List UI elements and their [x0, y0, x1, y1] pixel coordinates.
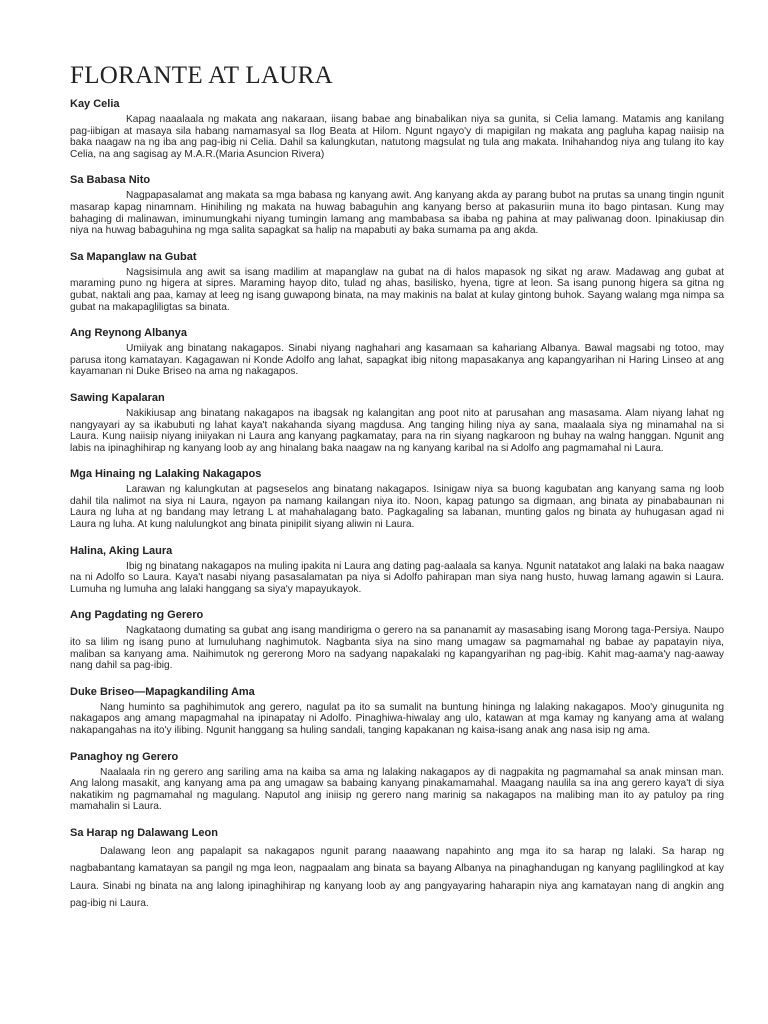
section-heading: Duke Briseo—Mapagkandiling Ama [70, 685, 255, 698]
section-paragraph: Dalawang leon ang papalapit sa nakagapos ngunit parang naaawang napahinto ang mga ito sa harap ng lalaki. Sa harap ng nagbabantang kamatayan sa pangil ng mga leon, nagpaalam ang binata sa bayang Albanya na pinaghandugan ng kanyang paglilingkod at kay Laura. Sinabi ng binata na ang lalong ipinaghihirap ng kanyang loob ay ang pangyayaring haharapin niya ang kamatayan nang di angkin ang pag-ibig ni Laura. [70, 845, 724, 910]
document-title: FLORANTE AT LAURA [70, 62, 333, 89]
section-mga-hinaing [70, 468, 724, 530]
section-sawing-kapalaran [70, 392, 724, 454]
section-paragraph: Nagpapasalamat ang makata sa mga babasa ng kanyang awit. Ang kanyang akda ay parang bubot na prutas sa unang tingin ngunit masarap kapag ninamnam. Hinihiling ng makata na huwag babaguhin ang kanyang berso at pakasuriin muna ito bago pintasan. Kung may bahaging di malinawan, iminumungkahi niyang tumingin lamang ang mambabasa sa ibaba ng pahina at may paliwanag doon. Ipinakiusap din niya na huwag babaguhina ng mga salita sapagkat sa halip na mapabuti ay baka sumama pa ang akda. [70, 190, 724, 237]
document-page [70, 62, 724, 913]
section-kay-celia [70, 98, 724, 160]
section-sa-babasa-nito [70, 174, 724, 236]
section-paragraph: Umiiyak ang binatang nakagapos. Sinabi niyang naghahari ang kasamaan sa kahariang Albanya. Bawal magsabi ng totoo, may parusa itong kamatayan. Kagagawan ni Konde Adolfo ang lahat, sapagkat ibig nitong mapasakanya ang kapangyarihan ni Haring Linseo at ang kayamanan ni Duke Briseo na ama ng nakagapos. [70, 343, 724, 378]
section-paragraph: Ibig ng binatang nakagapos na muling ipakita ni Laura ang dating pag-aalaala sa kanya. Ngunit natatakot ang lalaki na baka naagaw na ni Adolfo so Laura. Kaya't nasabi niyang pasasalamatan pa niya si Adolfo pahirapan man siya nang husto, huwag lamang agawin si Laura. Lumuha ng lumuha ang lalaki hanggang sa siya'y mapayukayok. [70, 560, 724, 595]
section-paragraph: Nagsisimula ang awit sa isang madilim at mapanglaw na gubat na di halos mapasok ng sikat ng araw. Madawag ang gubat at maraming puno ng higera at sipres. Maraming hayop dito, tulad ng ahas, basilisko, hyena, tigre at leon. Sa isang punong higera sa gitna ng gubat, naktali ang paa, kamay at leeg ng isang guwapong binata, na may makinis na balat at kulay gintong buhok. Sayang walang mga nimpa sa gubat na makapagliligtas sa binata. [70, 266, 724, 313]
section-paragraph: Nang huminto sa paghihimutok ang gerero, nagulat pa ito sa sumalit na buntung hininga ng lalaking nakagapos. Moo'y ginugunita ng nakagapos ang amang mapagmahal na ipinapatay ni Adolfo. Pinaghiwa-hiwalay ang ulo, katawan at mga kamay ng kanyang ama at walang nakapangahas na ito'y ilibing. Ngunit hanggang sa huling sandali, tanging kapakanan ng kaisa-isang anak ang nasa isip ng ama. [70, 701, 724, 736]
section-paragraph: Nakikiusap ang binatang nakagapos na ibagsak ng kalangitan ang poot nito at parusahan ang masasama. Alam niyang lahat ng nangyayari ay sa ikabubuti ng lahat kaya't nakahanda siyang magdusa. Ang tanging hiling niya ay sana, maalaala siya ng minamahal na si Laura. Kung naiisip niyang iniiyakan ni Laura ang kanyang pagkamatay, para na rin siyang nagkaroon ng buhay na walng hanggan. Ngunit ang labis na ipinaghihirap ng kanyang loob ay ang hinalang baka naagaw na ng kanyang karibal na si Adolfo ang pagmamahal ni Laura. [70, 407, 724, 454]
section-ang-pagdating-ng-gerero [70, 609, 724, 671]
section-sa-harap-ng-dalawang-leon [70, 827, 724, 913]
section-panaghoy-ng-gerero [70, 751, 724, 813]
section-heading: Sa Mapanglaw na Gubat [70, 250, 197, 263]
section-heading: Ang Reynong Albanya [70, 327, 187, 340]
section-heading: Sa Babasa Nito [70, 174, 151, 187]
section-heading: Panaghoy ng Gerero [70, 750, 179, 763]
section-duke-briseo [70, 686, 724, 737]
section-paragraph: Naalaala rin ng gerero ang sariling ama na kaiba sa ama ng lalaking nakagapos ay di nagpakita ng pagmamahal sa anak minsan man. Ang lalong masakit, ang kanyang ama pa ang umagaw sa babaing kanyang pinakamamahal. Maagang naulila sa ina ang gerero kaya't di siya nakatikim ng pagmamahal ng magulang. Naputol ang iniisip ng gerero nang marinig sa nakagapos na malibing man ito ay patuloy pa ring mamahalin si Laura. [70, 766, 724, 813]
section-heading: Halina, Aking Laura [70, 544, 173, 557]
section-paragraph: Kapag naaalaala ng makata ang nakaraan, iisang babae ang binabalikan niya sa gunita, si Celia lamang. Matamis ang kanilang pag-iibigan at masaya sila habang namamasyal sa Ilog Beata at Hilom. Ngunt ngayo'y di mapigilan ng makata ang pagluha kapag naiisip na baka naagaw na ng iba ang pag-ibig ni Celia. Dahil sa kalungkutan, natutong magsulat ng tula ang makata. Inihahandog niya ang tulang ito kay Celia, na ang sagisag ay M.A.R.(Maria Asuncion Rivera) [70, 114, 724, 160]
section-paragraph: Nagkataong dumating sa gubat ang isang mandirigma o gerero na sa pananamit ay masasabing isang Morong taga-Persiya. Naupo ito sa lilim ng isang puno at lumuluhang naghimutok. Nagbanta siya na sino mang umagaw sa pagmamahal ng babae ay papatayin niya, maliban sa kanyang ama. Naihimutok ng gererong Moro na sadyang napakalaki ng kapangyarihan ng pag-ibig. Kahit mag-aama'y nag-aaway nang dahil sa pag-ibig. [70, 625, 724, 672]
section-heading: Mga Hinaing ng Lalaking Nakagapos [70, 468, 262, 481]
section-halina-aking-laura [70, 545, 724, 596]
section-heading: Kay Celia [70, 98, 120, 110]
section-ang-reynong-albanya [70, 327, 724, 378]
section-sa-mapanglaw-na-gubat [70, 251, 724, 313]
section-heading: Ang Pagdating ng Gerero [70, 609, 204, 622]
section-heading: Sa Harap ng Dalawang Leon [70, 826, 218, 839]
section-heading: Sawing Kapalaran [70, 391, 165, 404]
section-paragraph: Larawan ng kalungkutan at pagseselos ang binatang nakagapos. Isinigaw niya sa buong kagubatan ang kanyang sama ng loob dahil tila nalimot na siya ni Laura, ngayon pa namang kailangan niya ito. Noon, kapag patungo sa digmaan, ang binata ay pinababaunan ni Laura ng luha at ng bandang may letrang L at mahahalagang bato. Pagkagaling sa labanan, munting galos ng binata ay huhugasan agad ni Laura ng luha. At kung nalulungkot ang binata pinipilit siyang aliwin ni Laura. [70, 484, 724, 531]
